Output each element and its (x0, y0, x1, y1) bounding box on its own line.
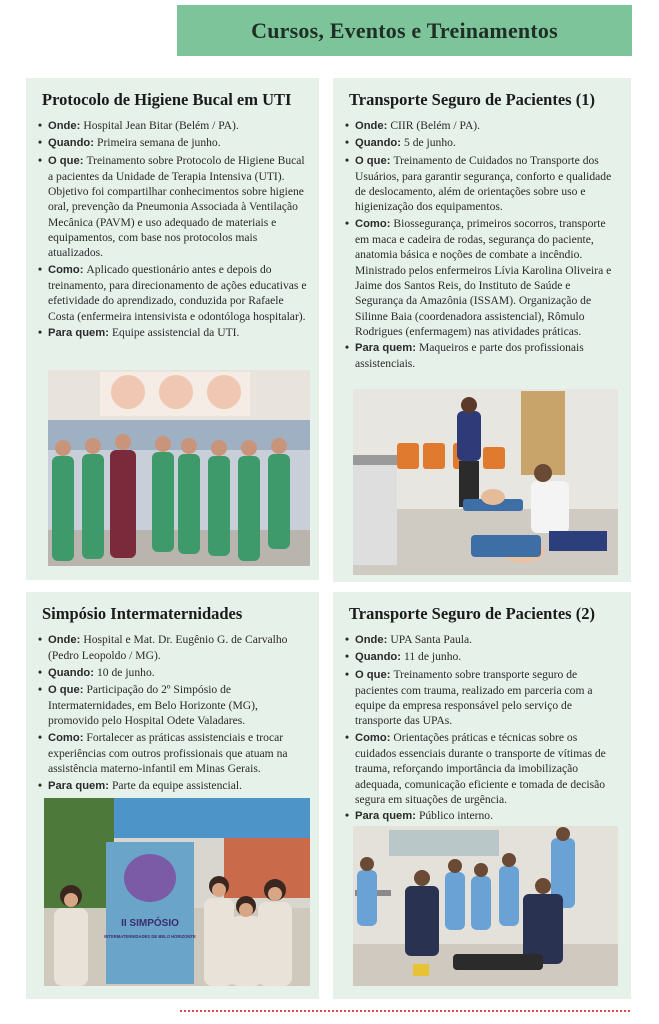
value-quando: 5 de junho. (404, 136, 456, 150)
info-onde (345, 118, 621, 134)
label-paraquem: Para quem: (355, 342, 416, 355)
label-oque: O que: (355, 668, 391, 681)
banner-title: II SIMPÓSIO (121, 918, 179, 929)
label-onde: Onde: (355, 120, 388, 132)
info-onde (38, 632, 309, 664)
label-quando: Quando: (48, 666, 94, 679)
footer-dotted-divider (180, 1010, 630, 1012)
info-paraquem (345, 808, 621, 824)
label-oque: O que: (48, 154, 84, 167)
value-oque: Treinamento sobre Protocolo de Higiene Bucal a pacientes da Unidade de Terapia Intensiva (UTI). Objetivo foi compartilhar conhecimentos sobre higiene oral, prevenção da Pneumonia Associada à Ventilação Mecânica (PAVM) e uso adequado de materiais e equipamentos, com base nos protocolos mais atualizados. (48, 153, 305, 260)
value-como: Fortalecer as práticas assistenciais e trocar experiências com outros profissionais que atuam na assistência materno-infantil em Minas Gerais. (48, 730, 288, 776)
label-oque: O que: (48, 683, 84, 696)
photo-simposio-group (44, 798, 310, 986)
info-quando (38, 665, 309, 681)
label-como: Como: (355, 731, 391, 744)
label-paraquem: Para quem: (355, 810, 416, 823)
photo-simposio-group-image (44, 798, 310, 986)
label-paraquem: Para quem: (48, 779, 109, 792)
info-como (38, 730, 309, 777)
info-paraquem (38, 778, 309, 794)
photo-uti-team (48, 370, 310, 566)
value-como: Orientações práticas e técnicas sobre os cuidados essenciais durante o transporte de vítimas de trauma, reforçando importância da imobilização adequada, comunicação eficiente e tomada de decisão segura em situações de urgência. (355, 730, 606, 806)
photo-transporte-training-image (353, 389, 618, 575)
info-quando (38, 135, 309, 151)
label-onde: Onde: (48, 120, 81, 132)
info-oque (345, 153, 621, 215)
info-list (345, 632, 621, 825)
value-quando: 11 de junho. (404, 650, 462, 664)
info-list (38, 118, 309, 341)
info-oque (38, 682, 309, 729)
photo-transporte-training (353, 389, 618, 575)
card-title: Simpósio Intermaternidades (42, 604, 243, 623)
value-onde: UPA Santa Paula. (390, 633, 473, 646)
info-list (38, 632, 309, 794)
value-onde: Hospital Jean Bitar (Belém / PA). (83, 119, 239, 132)
card-title: Transporte Seguro de Pacientes (1) (349, 90, 595, 109)
info-onde (345, 632, 621, 648)
label-onde: Onde: (355, 634, 388, 646)
page-header (177, 5, 632, 56)
value-onde: CIIR (Belém / PA). (390, 119, 481, 132)
info-quando (345, 649, 621, 665)
label-como: Como: (48, 263, 84, 276)
card-title: Protocolo de Higiene Bucal em UTI (42, 90, 292, 109)
page-title: Cursos, Eventos e Treinamentos (251, 17, 558, 43)
card-title: Transporte Seguro de Pacientes (2) (349, 604, 595, 623)
value-paraquem: Equipe assistencial da UTI. (111, 325, 240, 339)
label-como: Como: (48, 731, 84, 744)
info-onde (38, 118, 309, 134)
photo-upa-training-image (353, 826, 618, 986)
value-oque: Treinamento sobre transporte seguro de pacientes com trauma, realizado em parceria com a equipe da empresa responsável pelo serviço de transporte das UPAs. (355, 667, 593, 728)
label-quando: Quando: (48, 137, 94, 150)
label-paraquem: Para quem: (48, 326, 109, 339)
value-paraquem: Público interno. (418, 809, 494, 823)
value-oque: Participação do 2º Simpósio de Intermaternidades, em Belo Horizonte (MG), promovido pelo Hospital Odete Valadares. (48, 682, 258, 728)
info-quando (345, 135, 621, 151)
value-quando: Primeira semana de junho. (97, 136, 221, 150)
info-list (345, 118, 621, 372)
value-paraquem: Parte da equipe assistencial. (111, 778, 242, 792)
label-quando: Quando: (355, 137, 401, 150)
info-oque (38, 153, 309, 261)
value-paraquem: Maqueiros e parte dos profissionais assistenciais. (355, 341, 584, 371)
photo-upa-training (353, 826, 618, 986)
value-oque: Treinamento de Cuidados no Transporte dos Usuários, para garantir segurança, conforto e qualidade de deslocamento, além de orientações sobre uso e higienização dos equipamentos. (355, 153, 612, 214)
value-quando: 10 de junho. (97, 665, 155, 679)
info-oque (345, 667, 621, 729)
label-como: Como: (355, 217, 391, 230)
banner-subtitle: INTERMATERNIDADES DE BELO HORIZONTE (104, 934, 196, 939)
label-onde: Onde: (48, 634, 81, 646)
info-paraquem (38, 325, 309, 341)
info-como (345, 730, 621, 807)
value-onde: Hospital e Mat. Dr. Eugênio G. de Carvalho (Pedro Leopoldo / MG). (48, 633, 288, 663)
label-quando: Quando: (355, 651, 401, 664)
value-como: Biossegurança, primeiros socorros, transporte em maca e cadeira de rodas, segurança do paciente, anatomia básica e noções de combate a incêndio. Ministrado pelos enfermeiros Lívia Karolina Oliveira e Jaime dos Santos Reis, do Instituto de Saúde e Segurança da Amazônia (ISSAM). Organização de Silinne Baia (coordenadora assistencial), Rômulo Rodrigues (enfermagem) nas atividades práticas. (355, 216, 612, 338)
photo-uti-team-image (48, 370, 310, 566)
value-como: Aplicado questionário antes e depois do treinamento, para direcionamento de ações educativas e efetividade do aprendizado, conduzida por Rafaele Costa (enfermeira intensivista e odontóloga hospitalar). (48, 262, 307, 323)
info-paraquem (345, 340, 621, 372)
info-como (345, 216, 621, 339)
label-oque: O que: (355, 154, 391, 167)
info-como (38, 262, 309, 324)
